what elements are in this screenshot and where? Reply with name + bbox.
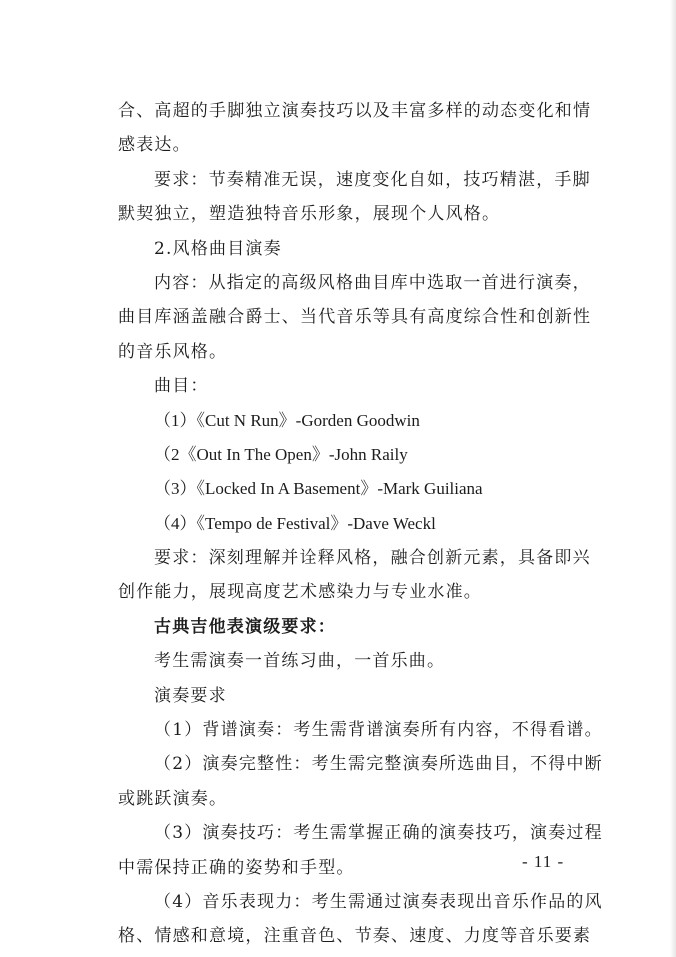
text-line: 曲目库涵盖融合爵士、当代音乐等具有高度综合性和创新性 — [118, 307, 592, 328]
text-line: 合、高超的手脚独立演奏技巧以及丰富多样的动态变化和情 — [118, 101, 592, 121]
text-line: 创作能力，展现高度艺术感染力与专业水准。 — [118, 582, 482, 603]
text-line: 要求：节奏精准无误，速度变化自如，技巧精湛，手脚 — [154, 169, 591, 190]
text-line: 2.风格曲目演奏 — [154, 238, 282, 259]
text-line: 内容：从指定的高级风格曲目库中选取一首进行演奏， — [154, 272, 591, 293]
text-line: （3）演奏技巧：考生需掌握正确的演奏技巧，演奏过程 — [154, 823, 603, 844]
text-line: （3）《Locked In A Basement》-Mark Guiliana — [154, 479, 483, 499]
text-line: 考生需演奏一首练习曲，一首乐曲。 — [154, 651, 446, 672]
text-line: （2《Out In The Open》-John Raily — [154, 444, 408, 464]
text-line: 曲目： — [154, 376, 209, 397]
text-line: 或跳跃演奏。 — [118, 788, 228, 809]
text-line: 默契独立，塑造独特音乐形象，展现个人风格。 — [118, 204, 501, 225]
text-line: （4）《Tempo de Festival》-Dave Weckl — [154, 513, 436, 533]
text-line: 中需保持正确的姿势和手型。 — [118, 857, 355, 878]
text-line: 演奏要求 — [154, 685, 227, 706]
text-line: 古典吉他表演级要求： — [154, 616, 336, 637]
page-edge-shadow — [670, 0, 676, 957]
text-line: 感表达。 — [118, 135, 191, 156]
text-line: （4）音乐表现力：考生需通过演奏表现出音乐作品的风 — [154, 891, 603, 912]
text-line: 格、情感和意境，注重音色、节奏、速度、力度等音乐要素 — [118, 926, 592, 947]
text-line: （1）背谱演奏：考生需背谱演奏所有内容，不得看谱。 — [154, 720, 603, 741]
page-number: - 11 - — [522, 852, 565, 871]
text-line: （1）《Cut N Run》-Gorden Goodwin — [154, 410, 420, 430]
text-line: 的音乐风格。 — [118, 341, 228, 362]
document-body — [118, 94, 603, 954]
text-line: （2）演奏完整性：考生需完整演奏所选曲目，不得中断 — [154, 754, 603, 775]
text-line: 要求：深刻理解并诠释风格，融合创新元素，具备即兴 — [154, 548, 591, 569]
